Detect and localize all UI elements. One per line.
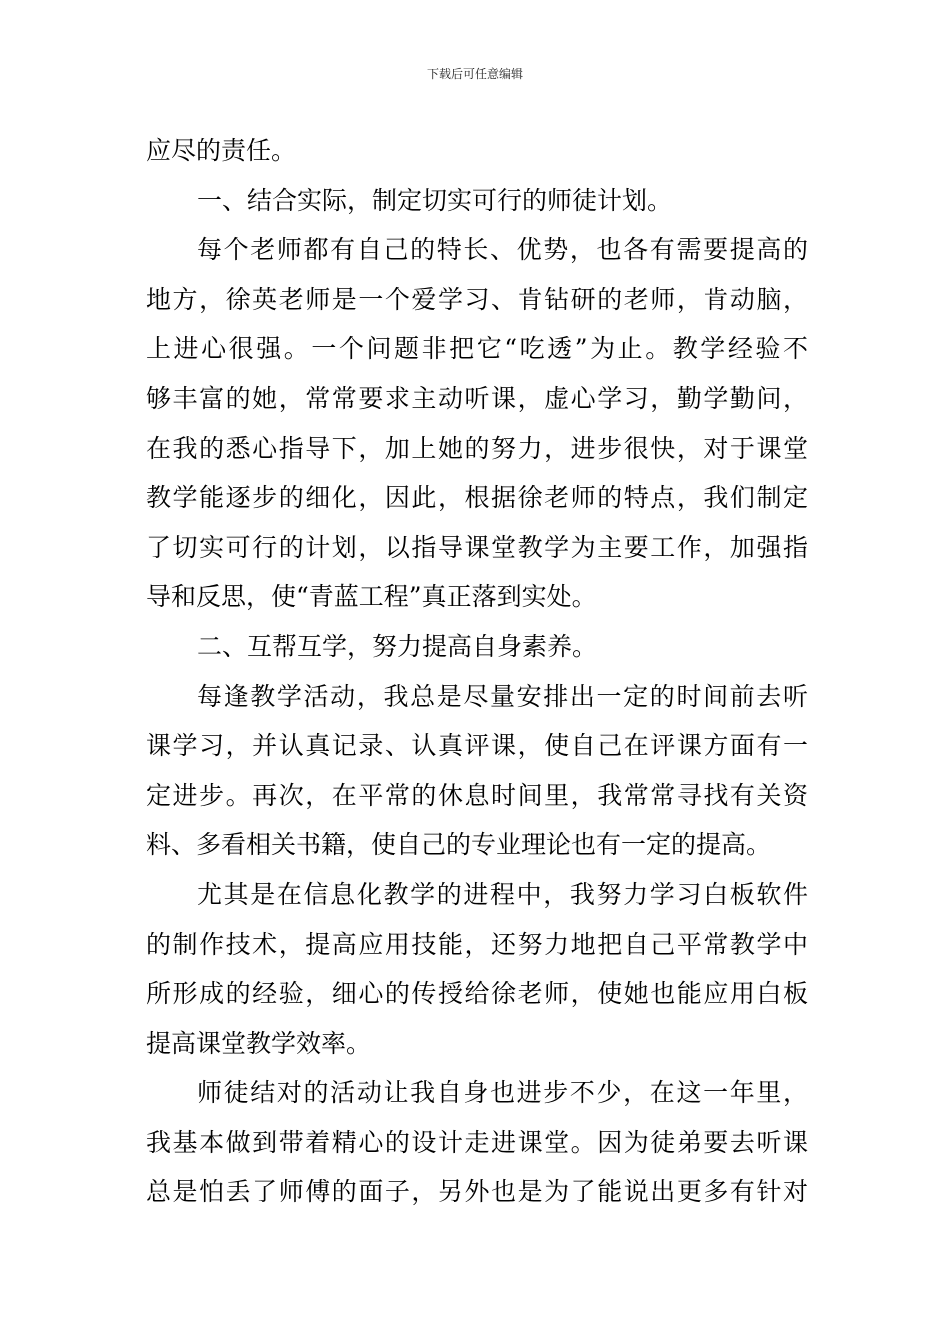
text-line: 每个老师都有自己的特长、优势，也各有需要提高的 [197, 235, 808, 265]
text-line: 应尽的责任。 [146, 136, 297, 165]
text-line: 师徒结对的活动让我自身也进步不少，在这一年里， [197, 1078, 808, 1108]
text-line: 二、互帮互学，努力提高自身素养。 [197, 631, 598, 661]
text-line: 课学习，并认真记录、认真评课，使自己在评课方面有一 [146, 731, 808, 761]
text-line: 上进心很强。一个问题非把它“吃透”为止。教学经验不 [146, 334, 808, 364]
text-line: 地方，徐英老师是一个爱学习、肯钻研的老师，肯动脑， [146, 284, 808, 314]
text-line: 教学能逐步的细化，因此，根据徐老师的特点，我们制定 [146, 483, 808, 513]
text-line: 够丰富的她，常常要求主动听课，虚心学习，勤学勤问， [146, 383, 808, 413]
text-line: 了切实可行的计划，以指导课堂教学为主要工作，加强指 [146, 532, 808, 562]
text-line: 尤其是在信息化教学的进程中，我努力学习白板软件 [197, 879, 808, 909]
text-line: 所形成的经验，细心的传授给徐老师，使她也能应用白板 [146, 979, 808, 1009]
document-body [146, 126, 808, 1217]
text-line: 导和反思，使“青蓝工程”真正落到实处。 [146, 582, 597, 612]
text-line: 的制作技术，提高应用技能，还努力地把自己平常教学中 [146, 929, 808, 959]
text-line: 提高课堂教学效率。 [146, 1028, 372, 1058]
text-line: 每逢教学活动，我总是尽量安排出一定的时间前去听 [197, 681, 808, 711]
text-line: 一、结合实际，制定切实可行的师徒计划。 [197, 185, 673, 215]
text-line: 总是怕丢了师傅的面子，另外也是为了能说出更多有针对 [146, 1177, 808, 1207]
text-line: 我基本做到带着精心的设计走进课堂。因为徒弟要去听课 [146, 1127, 808, 1157]
text-line: 定进步。再次，在平常的休息时间里，我常常寻找有关资 [146, 780, 808, 810]
text-line: 料、多看相关书籍，使自己的专业理论也有一定的提高。 [146, 830, 772, 860]
text-line: 在我的悉心指导下，加上她的努力，进步很快，对于课堂 [146, 433, 808, 463]
page-header: 下载后可任意编辑 [426, 67, 523, 81]
